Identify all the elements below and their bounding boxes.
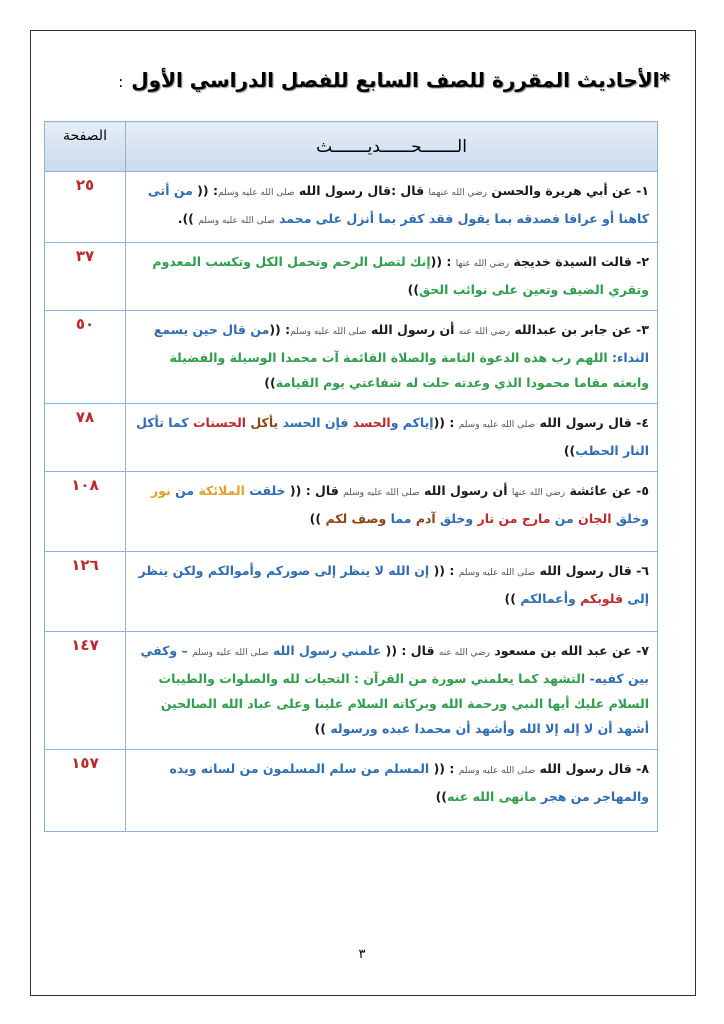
text-segment: ٤- قال رسول الله (535, 415, 649, 430)
table-header-row (45, 122, 658, 172)
text-segment: ٨- قال رسول الله (535, 761, 649, 776)
text-segment: خلقت (244, 483, 286, 498)
honorific-glyph: صلى الله عليه وسلم (217, 188, 295, 198)
text-segment: مما (386, 511, 412, 526)
text-segment: آدم (411, 511, 436, 526)
page-ref-cell: ٥٠ (45, 311, 126, 404)
hadith-text-cell (126, 311, 658, 404)
text-segment: أشهد أن لا إله إلا الله وأشهد أن محمدا عبده ورسوله (330, 721, 649, 736)
text-segment: الحسنات (188, 415, 247, 430)
title-colon: : (118, 73, 124, 91)
text-segment: وخلق (435, 511, 474, 526)
text-segment: الحسد (348, 415, 391, 430)
hadith-line (134, 586, 649, 611)
hadith-line (134, 178, 649, 206)
text-segment: )) (563, 443, 576, 458)
hadith-line (134, 370, 649, 395)
hadith-line (134, 784, 649, 809)
text-segment: أن رسول الله (419, 483, 512, 498)
text-segment: وابعثه مقاما محمودا الذي وعدته حلت له شفاعتي يوم القيامة (275, 375, 649, 390)
honorific-glyph: صلى الله عليه وسلم (458, 766, 536, 776)
text-segment: : (( (429, 761, 459, 776)
hadith-line (134, 478, 649, 506)
table-body (45, 172, 658, 832)
text-segment: فإن الحسد (278, 415, 349, 430)
text-segment: وخلق (611, 511, 649, 526)
text-segment: : (( (433, 415, 459, 430)
table-row (45, 311, 658, 404)
text-segment: ٥- عن عائشة (565, 483, 649, 498)
hadith-text-cell (126, 472, 658, 552)
hadith-line (134, 666, 649, 691)
hadith-line (134, 345, 649, 370)
text-segment: إنك لتصل الرحم وتحمل الكل وتكسب المعدوم (152, 254, 431, 269)
header-page: الصفحة (45, 122, 126, 172)
honorific-glyph: صلى الله عليه وسلم (458, 568, 536, 578)
text-segment: : (( (269, 322, 291, 337)
text-segment: الجان (573, 511, 612, 526)
hadith-line (134, 756, 649, 784)
text-segment: النار الحطب (575, 443, 649, 458)
text-segment: المسلم من سلم المسلمون من لسانه ويده (169, 761, 430, 776)
honorific-glyph: رضي الله عنه (458, 327, 510, 337)
text-segment: )) (435, 789, 448, 804)
honorific-glyph: رضي الله عنهما (428, 188, 487, 198)
text-segment: ٣- عن جابر بن عبدالله (509, 322, 649, 337)
hadith-text-cell (126, 552, 658, 632)
text-segment: )) (504, 591, 521, 606)
text-segment: قلوبكم (575, 591, 624, 606)
text-segment: أن رسول الله (366, 322, 459, 337)
hadith-line (134, 206, 649, 234)
text-segment: – وكفي (140, 643, 193, 658)
text-segment: علمني رسول الله (268, 643, 382, 658)
text-segment: ١- عن أبي هريرة والحسن (486, 183, 649, 198)
honorific-glyph: صلى الله عليه وسلم (192, 648, 269, 658)
hadith-table (44, 121, 658, 832)
page-ref-cell: ١٠٨ (45, 472, 126, 552)
hadith-text-cell (126, 404, 658, 472)
honorific-glyph: صلى الله عليه وسلم (198, 216, 275, 226)
text-segment: )) (309, 511, 326, 526)
text-segment: وأعمالكم (520, 591, 576, 606)
table-row (45, 632, 658, 750)
text-segment: اللهم رب هذه الدعوة التامة والصلاة القائمة آت محمدا الوسيلة والفضيلة (169, 350, 608, 365)
text-segment: )). (177, 211, 199, 226)
page-ref-cell: ٢٥ (45, 172, 126, 243)
hadith-line (134, 277, 649, 302)
title-text: *الأحاديث المقررة للصف السابع للفصل الدراسي الأول (131, 68, 670, 92)
text-segment: من أتى (147, 183, 193, 198)
text-segment: السلام عليك أيها النبي ورحمة الله وبركاته السلام علينا وعلى عباد الله الصالحين (160, 696, 649, 711)
text-segment: )) (314, 721, 331, 736)
page-title (60, 68, 670, 92)
text-segment: مانهى الله عنه (447, 789, 537, 804)
text-segment: قال : (( (381, 643, 439, 658)
text-segment: : (( (429, 563, 459, 578)
text-segment: وتقري الضيف وتعين على نوائب الحق (419, 282, 649, 297)
hadith-text-cell (126, 632, 658, 750)
text-segment: )) (407, 282, 420, 297)
table-row (45, 750, 658, 832)
hadith-line (134, 410, 649, 438)
page-ref-cell: ١٢٦ (45, 552, 126, 632)
hadith-line (134, 249, 649, 277)
text-segment: من قال حين يسمع (153, 322, 270, 337)
text-segment: التشهد كما يعلمني سورة من القرآن : التحيات لله والصلوات والطيبات (158, 671, 586, 686)
text-segment: إلى (623, 591, 649, 606)
table-row (45, 243, 658, 311)
text-segment: ٦- قال رسول الله (535, 563, 649, 578)
text-segment: من (550, 511, 574, 526)
text-segment: : (( (430, 254, 456, 269)
text-segment: نور (151, 483, 171, 498)
table-row (45, 404, 658, 472)
text-segment: كاهنا أو عرافا فصدقه بما يقول فقد كفر بما أنزل على محمد (274, 211, 649, 226)
hadith-line (134, 506, 649, 531)
hadith-line (134, 716, 649, 741)
text-segment: بين كفيه- (585, 671, 649, 686)
hadith-line (134, 638, 649, 666)
text-segment: الملائكة (194, 483, 245, 498)
text-segment: وصف لكم (325, 511, 387, 526)
text-segment: كما تأكل (136, 415, 189, 430)
honorific-glyph: صلى الله عليه وسلم (343, 488, 420, 498)
honorific-glyph: رضي الله عنه (438, 648, 491, 658)
page-ref-cell: ١٤٧ (45, 632, 126, 750)
table-row (45, 552, 658, 632)
hadith-text-cell (126, 243, 658, 311)
honorific-glyph: رضي الله عنها (511, 488, 566, 498)
honorific-glyph: صلى الله عليه وسلم (458, 420, 536, 430)
honorific-glyph: صلى الله عليه وسلم (290, 327, 367, 337)
honorific-glyph: رضي الله عنها (455, 259, 510, 269)
text-segment: : (( (192, 183, 218, 198)
page-ref-cell: ١٥٧ (45, 750, 126, 832)
text-segment: النداء: (607, 350, 649, 365)
page-ref-cell: ٣٧ (45, 243, 126, 311)
text-segment: قال : (( (285, 483, 344, 498)
text-segment: من (170, 483, 195, 498)
table-row (45, 472, 658, 552)
text-segment: ٧- عن عبد الله بن مسعود (490, 643, 649, 658)
text-segment: ٢- قالت السيدة خديجة (509, 254, 649, 269)
hadith-line (134, 691, 649, 716)
text-segment: )) (264, 375, 276, 390)
hadith-line (134, 558, 649, 586)
text-segment: يأكل (246, 415, 279, 430)
text-segment: مارج من نار (473, 511, 551, 526)
text-segment: إياكم و (390, 415, 434, 430)
page-number: ٣ (358, 947, 366, 962)
table-row (45, 172, 658, 243)
header-hadith: الـــــــحــــــديـــــــث (126, 122, 658, 172)
text-segment: قال :قال رسول الله (294, 183, 429, 198)
page-ref-cell: ٧٨ (45, 404, 126, 472)
hadith-text-cell (126, 750, 658, 832)
text-segment: والمهاجر من هجر (536, 789, 649, 804)
hadith-line (134, 317, 649, 345)
text-segment: إن الله لا ينظر إلى صوركم وأموالكم ولكن ينظر (138, 563, 430, 578)
hadith-line (134, 438, 649, 463)
hadith-text-cell (126, 172, 658, 243)
